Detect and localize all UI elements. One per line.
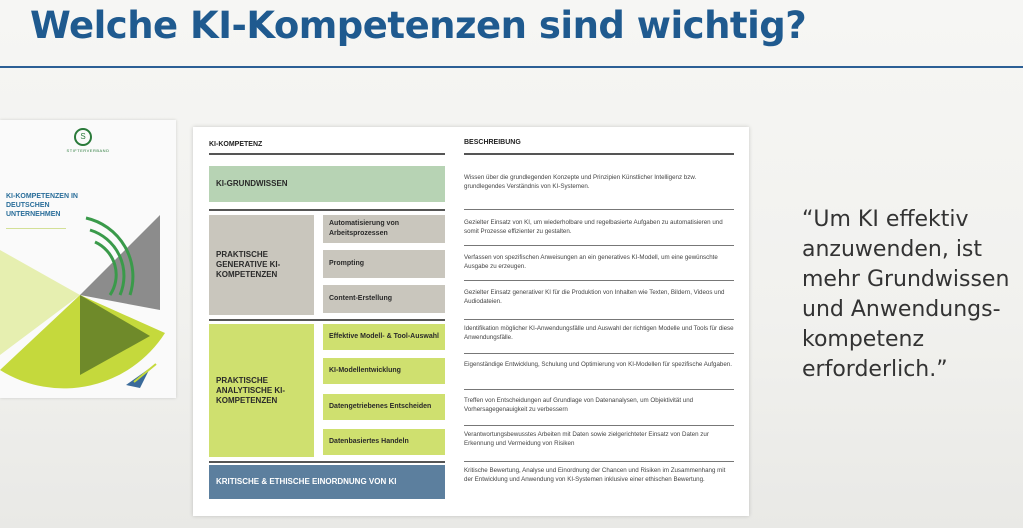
header-rule-left [209,153,445,155]
description-row: Gezielter Einsatz von KI, um wiederholbare und regelbasierte Aufgaben zu automatisieren und somit Prozesse effizienter zu gestalten. [464,219,723,235]
cover-bird-wing [134,364,156,382]
header-rule-right [464,153,734,155]
description-divider [464,245,734,246]
category-analytische: PRAKTISCHE ANALYTISCHE KI-KOMPETENZEN [209,324,314,457]
description-row: Gezielter Einsatz generativer KI für die Produktion von Inhalten wie Texten, Bildern, Videos und Audiodateien. [464,289,725,305]
competency-table [193,127,749,516]
slide-title: Welche KI-Kompetenzen sind wichtig? [30,4,807,47]
description-divider [464,425,734,426]
title-divider [0,66,1023,68]
sub-ki-modellentwicklung: KI-Modellentwicklung [323,358,445,384]
description-row: Treffen von Entscheidungen auf Grundlage von Datenanalysen, um Objektivität und Vorhersagegenauigkeit zu verbessern [464,397,694,413]
description-row: Eigenständige Entwicklung, Schulung und Optimierung von KI-Modellen für spezifische Aufgaben. [464,361,732,368]
description-divider [464,209,734,210]
description-row: Wissen über die grundlegenden Konzepte und Prinzipien Künstlicher Intelligenz bzw. grundlegendes Verständnis von KI-Systemen. [464,174,697,190]
cover-subtitle-rule [6,228,66,245]
sub-datengetriebenes-entscheiden: Datengetriebenes Entscheiden [323,394,445,420]
divider-2 [209,319,445,321]
cover-logo-icon: S [74,128,92,146]
sub-prompting: Prompting [323,250,445,278]
divider-3 [209,461,445,463]
description-divider [464,280,734,281]
header-competency: KI-KOMPETENZ [209,141,263,148]
header-description: BESCHREIBUNG [464,139,521,146]
cover-brand: STIFTERVERBAND [66,148,110,153]
sub-automatisierung: Automatisierung von Arbeitsprozessen [323,215,445,243]
description-row: Verfassen von spezifischen Anweisungen an ein generatives KI-Modell, um eine gewünschte Ausgabe zu erzeugen. [464,254,718,270]
description-row: Identifikation möglicher KI-Anwendungsfälle und Auswahl der richtigen Modelle und Tools für diese Anwendungsfälle. [464,325,734,341]
description-divider [464,353,734,354]
description-row: Kritische Bewertung, Analyse und Einordnung der Chancen und Risiken im Zusammenhang mit der Entwicklung und Anwendung von KI-Systemen inklusive einer ethischen Bewertung. [464,467,726,483]
quote-text: “Um KI effektiv anzuwenden, ist mehr Grundwissen und Anwendungs- kompetenz erforderlich.” [802,207,1010,382]
description-row: Verantwortungsbewusstes Arbeiten mit Daten sowie zielgerichteter Einsatz von Daten zur Erkennung und Vermeidung von Risiken [464,431,709,447]
cover-graphic [0,120,176,398]
description-divider [464,389,734,390]
cover-title: KI-KOMPETENZEN IN DEUTSCHEN UNTERNEHMEN [6,193,78,218]
sub-datenbasiertes-handeln: Datenbasiertes Handeln [323,429,445,455]
report-cover-image [0,120,176,398]
description-divider [464,461,734,462]
sub-modell-tool-auswahl: Effektive Modell- & Tool-Auswahl [323,324,445,350]
category-kritische-ethische: KRITISCHE & ETHISCHE EINORDNUNG VON KI [209,465,445,499]
category-ki-grundwissen: KI-GRUNDWISSEN [209,166,445,202]
sub-content-erstellung: Content-Erstellung [323,285,445,313]
description-divider [464,319,734,320]
category-generative: PRAKTISCHE GENERATIVE KI-KOMPETENZEN [209,215,314,315]
divider-1 [209,209,445,211]
